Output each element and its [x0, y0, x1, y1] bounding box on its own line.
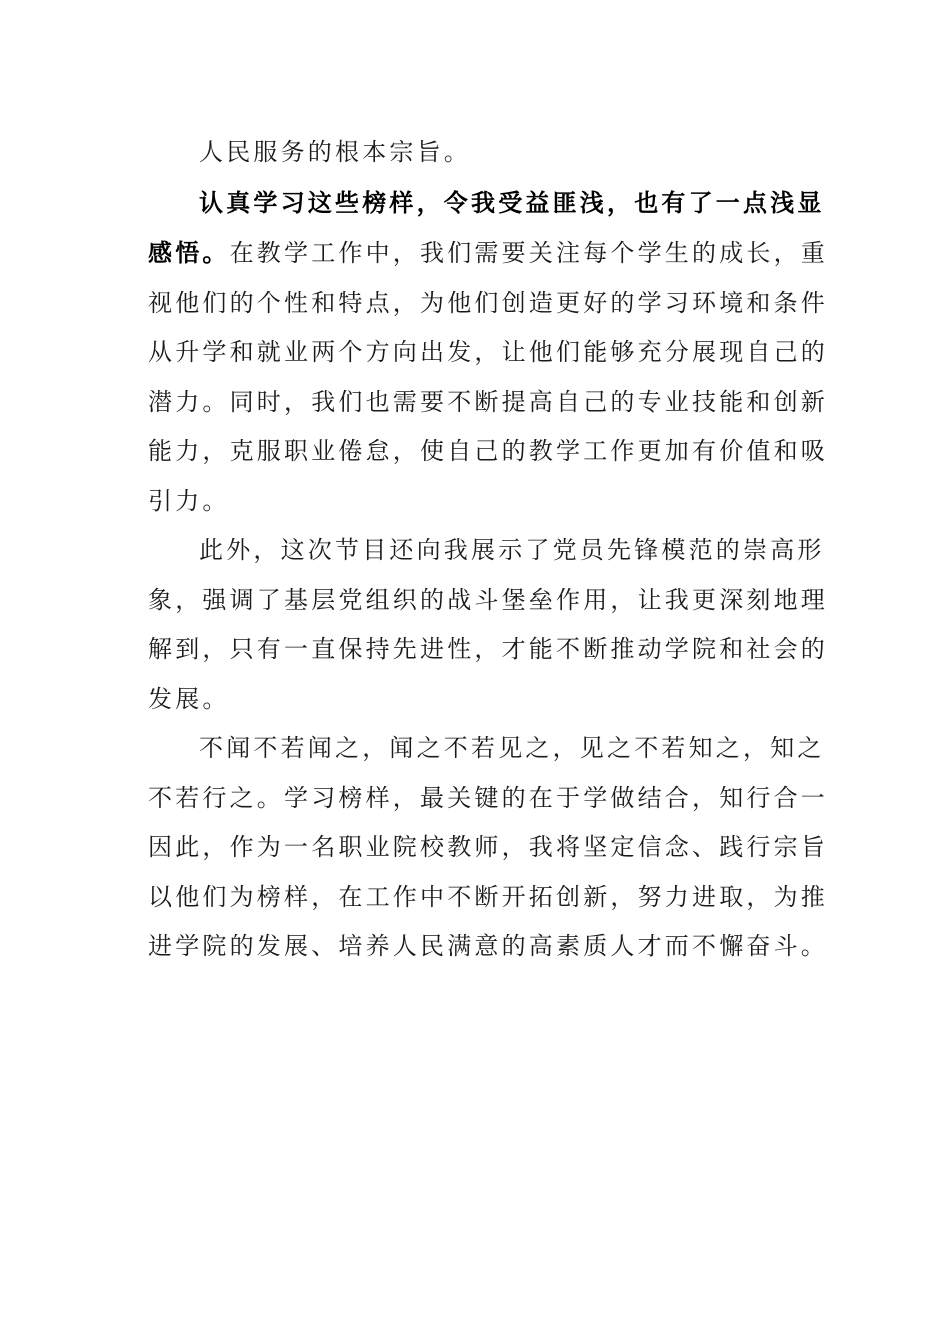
paragraph-2-bold-heading: 认真学习这些榜样，令我受益匪浅，也有了一点浅显 [199, 187, 825, 217]
paragraph-4-line-4: 以他们为榜样，在工作中不断开拓创新，努力进取，为推 [148, 882, 828, 911]
paragraph-4-line-2: 不若行之。学习榜样，最关键的在于学做结合，知行合一 [148, 783, 828, 812]
paragraph-3-line-2: 象，强调了基层党组织的战斗堡垒作用，让我更深刻地理 [148, 585, 828, 614]
paragraph-2-bold-heading-end: 感悟。 [148, 238, 230, 267]
paragraph-2-line-2 [148, 228, 829, 279]
paragraph-2-line-3: 视他们的个性和特点，为他们创造更好的学习环境和条件 [148, 288, 828, 317]
paragraph-1-line-1: 人民服务的根本宗旨。 [199, 138, 471, 166]
paragraph-4-line-1: 不闻不若闻之，闻之不若见之，见之不若知之，知之 [199, 734, 825, 762]
document-body [148, 128, 829, 972]
paragraph-3-line-1: 此外，这次节目还向我展示了党员先锋模范的崇高形 [199, 536, 825, 564]
paragraph-2-line-7: 引力。 [148, 486, 230, 515]
paragraph-2-line-5: 潜力。同时，我们也需要不断提高自己的专业技能和创新 [148, 387, 828, 416]
paragraph-2-line-4: 从升学和就业两个方向出发，让他们能够充分展现自己的 [148, 338, 828, 366]
paragraph-2-line-6: 能力，克服职业倦怠，使自己的教学工作更加有价值和吸 [148, 437, 828, 465]
paragraph-2-text: 在教学工作中，我们需要关注每个学生的成长，重 [229, 239, 829, 267]
paragraph-3-line-3: 解到，只有一直保持先进性，才能不断推动学院和社会的 [148, 635, 828, 663]
paragraph-2-line-1 [148, 178, 825, 229]
paragraph-4-line-5: 进学院的发展、培养人民满意的高素质人才而不懈奋斗。 [148, 932, 828, 960]
paragraph-4-line-3: 因此，作为一名职业院校教师，我将坚定信念、践行宗旨 [148, 833, 828, 861]
paragraph-3-line-4: 发展。 [148, 684, 230, 713]
